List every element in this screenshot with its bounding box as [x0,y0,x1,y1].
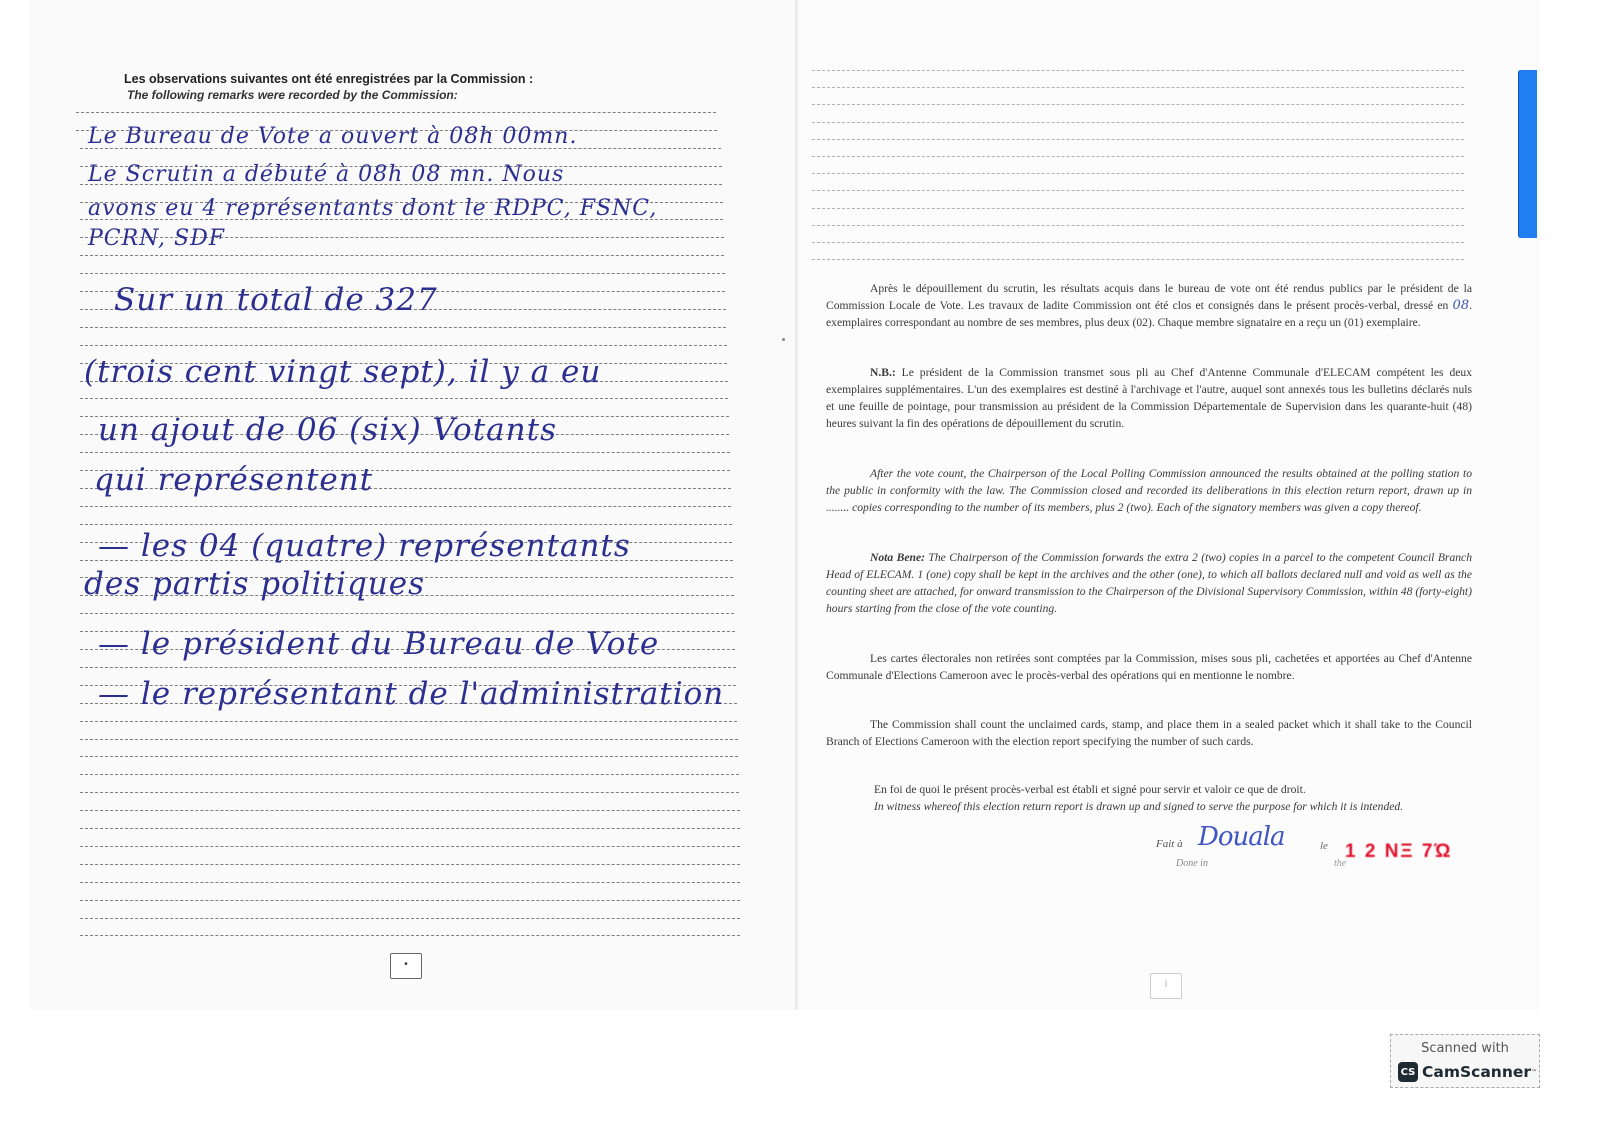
date-stamp: 1 2 ΝΞ 7Ώ [1345,841,1453,862]
date-label-fr: le [1320,840,1328,852]
ruled-line [80,327,726,328]
ruled-line [80,935,740,936]
remark-line: — les 04 (quatre) représentants [98,528,631,564]
ruled-line [80,255,724,256]
ruled-line [80,273,725,274]
ruled-line [76,112,716,113]
ruled-lines-left [76,0,741,1000]
ruled-line [80,792,739,793]
ruled-line [80,918,740,919]
watermark-scanned-with: Scanned with [1421,1041,1509,1056]
remark-line: Le Scrutin a débuté à 08h 08 mn. Nous [88,162,565,187]
ruled-line [80,864,740,865]
ruled-line [812,242,1464,243]
ruled-line [80,828,740,829]
ruled-line [80,524,732,525]
binder-hole [782,338,785,341]
blue-page-tab [1518,70,1537,238]
paragraph-results-fr: Après le dépouillement du scrutin, les résultats acquis dans le bureau de vote ont été rendus publics par le président de la Commission Locale de Vote. Les travaux de ladite Commission ont été clos et consignés dans le présent procès-verbal, dressé en 08. exemplaires correspondant au nombre de ses membres, plus deux (02). Chaque membre signataire en a reçu un (01) exemplaire. [826,282,1472,329]
ruled-line [812,139,1464,140]
paragraph-results-en: After the vote count, the Chairperson of the Local Polling Commission announced the results obtained at the polling station to the public in conformity with the law. The Commission closed and recorded its deliberations in this election return report, drawn up in ........ copies corresponding to the number of its members, plus 2 (two). Each of the signatory members was given a copy thereof. [826,467,1472,514]
remark-line: (trois cent vingt sept), il y a eu [84,354,602,390]
remark-line: avons eu 4 représentants dont le RDPC, FSNC, [88,196,658,221]
remark-line: Le Bureau de Vote a ouvert à 08h 00mn. [88,124,578,149]
ruled-line [812,87,1464,88]
copies-count-handwritten: 08 [1452,298,1470,313]
ruled-line [80,667,736,668]
ruled-lines-right [812,0,1466,270]
ruled-line [80,739,738,740]
remarks-header-fr: Les observations suivantes ont été enregistrées par la Commission : [124,72,534,86]
paragraph-voter-cards-fr: Les cartes électorales non retirées sont comptées par la Commission, mises sous pli, cachetées et apportées au Chef d'Antenne Communale d'Elections Cameroon avec le procès-verbal des opérations qui en mentionne le nombre. [826,652,1472,682]
trademark-symbol: ™ [1531,1068,1538,1076]
page-gutter [795,0,798,1010]
remark-line: Sur un total de 327 [114,282,438,318]
ruled-line [812,104,1464,105]
ruled-line [80,398,728,399]
ruled-line [80,882,740,883]
remark-line: — le représentant de l'administration [98,676,725,712]
ruled-line [812,208,1464,209]
remarks-header-en: The following remarks were recorded by the Commission: [127,88,458,102]
paragraph-voter-cards-en: The Commission shall count the unclaimed cards, stamp, and place them in a sealed packet which it shall take to the Council Branch of Elections Cameroon with the election report specifying the number of such cards. [826,718,1472,748]
paragraph-nota-bene-en: Nota Bene: The Chairperson of the Commission forwards the extra 2 (two) copies in a parcel to the competent Council Branch Head of ELECAM. 1 (one) copy shall be kept in the archives and the other (one), to which all ballots declared null and void as well as the counting sheet are attached, for onward transmission to the Chairperson of the Divisional Supervisory Commission, within 48 (forty-eight) hours starting from the close of the vote counting. [826,551,1472,615]
watermark-brand: CamScanner [1422,1063,1532,1081]
remark-line: un ajout de 06 (six) Votants [98,412,557,448]
ruled-line [80,721,737,722]
ruled-line [812,225,1464,226]
ruled-line [80,810,740,811]
ruled-line [812,190,1464,191]
remark-line: — le président du Bureau de Vote [98,626,660,662]
done-at-label-en: Done in [1176,858,1208,869]
ruled-line [812,122,1464,123]
remark-line: PCRN, SDF [88,226,226,251]
ruled-line [812,156,1464,157]
ruled-line [80,846,740,847]
ruled-line [80,345,727,346]
ruled-line [80,506,731,507]
place-handwritten: Douala [1198,822,1285,852]
ruled-line [812,70,1464,71]
ruled-line [80,452,730,453]
camscanner-watermark [1390,1034,1540,1088]
paragraph-nb-fr: N.B.: Le président de la Commission transmet sous pli au Chef d'Antenne Communale d'ELECAM compétent les deux exemplaires supplémentaires. L'un des exemplaires est destiné à l'archivage et l'autre, auquel sont annexés tous les bulletins déclarés nuls et une feuille de pointage, pour transmission au président de la Commission Départementale de Supervision dans les quarante-huit (48) heures suivant la fin des opérations de dépouillement du scrutin. [826,366,1472,430]
remark-line: des partis politiques [84,566,426,602]
remark-line: qui représentent [94,462,374,498]
ruled-line [80,756,738,757]
camscanner-logo-icon: CS [1398,1062,1418,1082]
ruled-line [812,259,1464,260]
paragraph-witness: En foi de quoi le présent procès-verbal est établi et signé pour servir et valoir ce que de droit. In witness whereof this election return report is drawn up and signed to serve the purpose for which it is intended. [874,783,1404,813]
ruled-line [80,774,739,775]
done-at-label-fr: Fait à [1156,838,1183,850]
ruled-line [812,173,1464,174]
ruled-line [80,900,740,901]
page-number-right: i [1150,973,1182,999]
ruled-line [80,613,734,614]
page-number-left: • [390,953,422,979]
date-label-en: the [1334,858,1347,869]
